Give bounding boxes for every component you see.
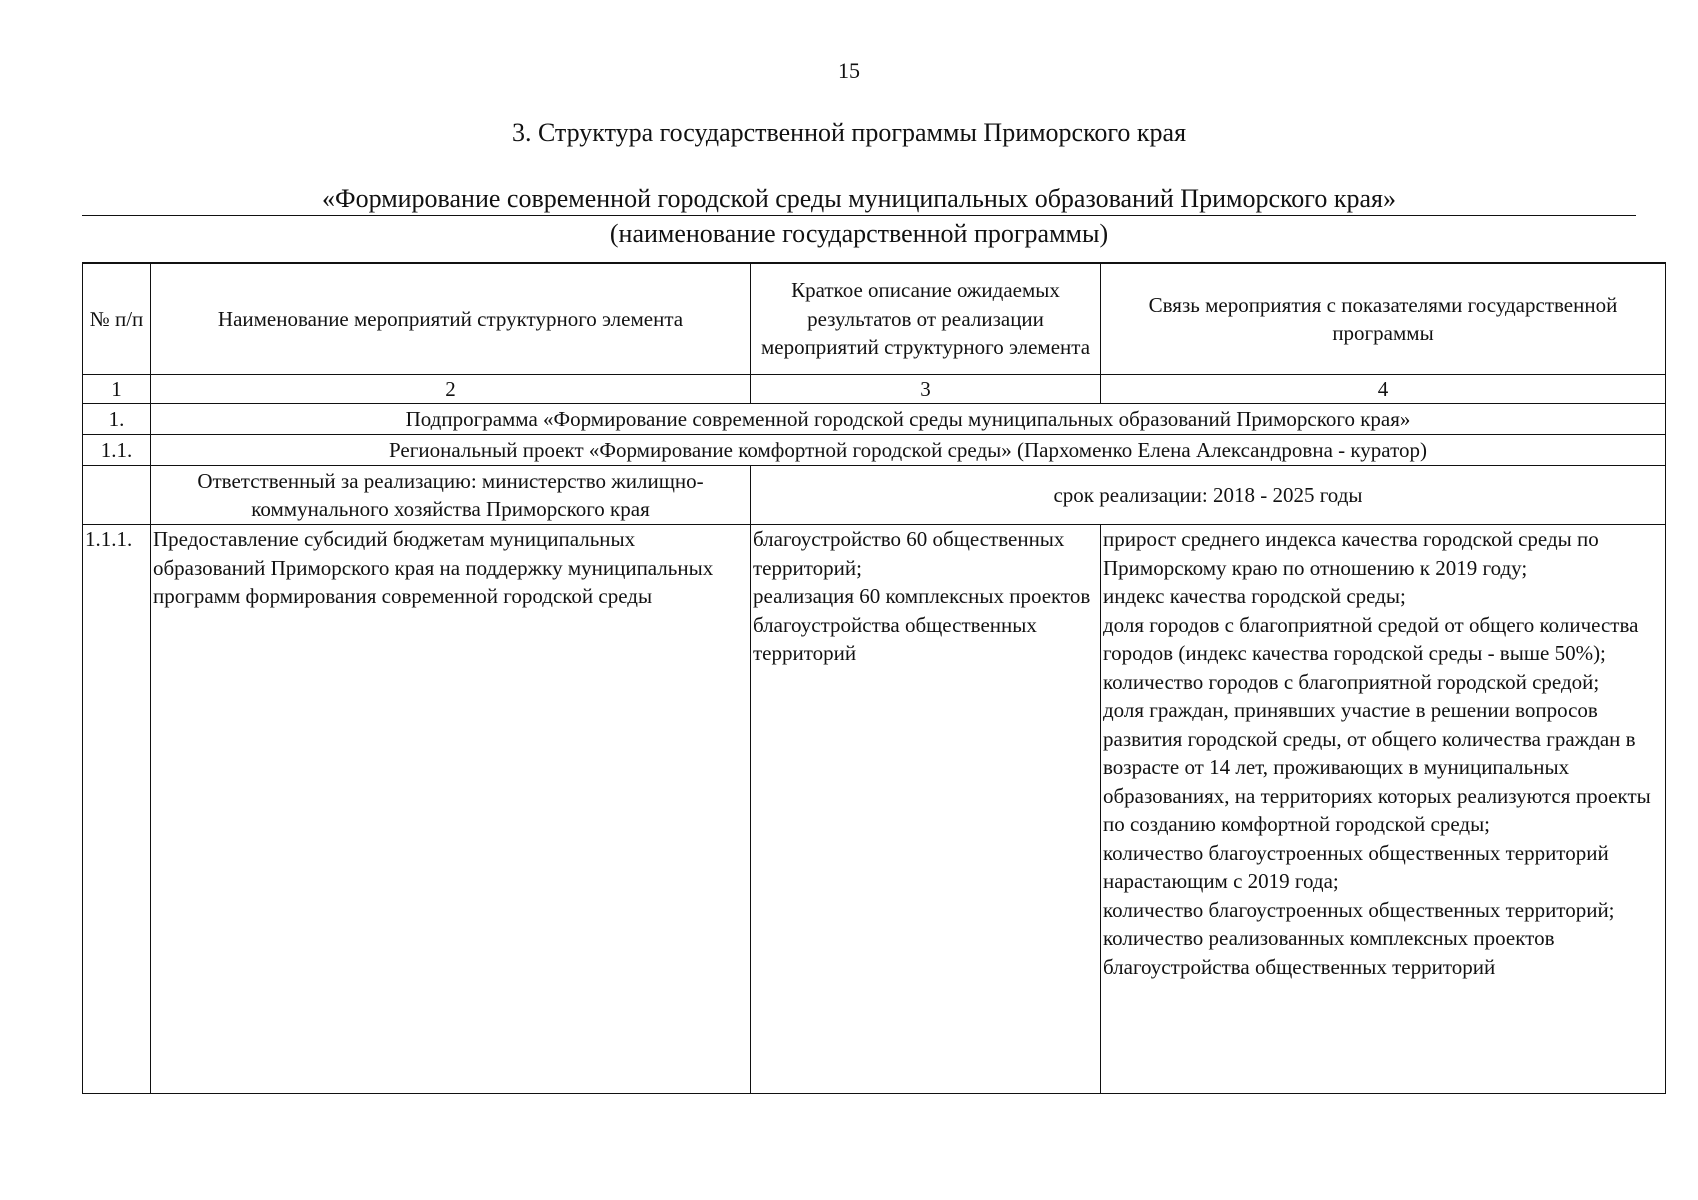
responsible-num-empty	[83, 466, 151, 525]
header-result: Краткое описание ожидаемых результатов от реализации мероприятий структурного элемента	[751, 263, 1101, 375]
column-number: 2	[151, 375, 751, 404]
column-number: 1	[83, 375, 151, 404]
measure-name: Предоставление субсидий бюджетам муниципальных образований Приморского края на поддержку муниципальных программ формирования современной городской среды	[151, 525, 751, 1094]
subprogram-row	[83, 404, 1666, 435]
column-number-row	[83, 375, 1666, 404]
measure-result: благоустройство 60 общественных территорий; реализация 60 комплексных проектов благоустройства общественных территорий	[751, 525, 1101, 1094]
project-num: 1.1.	[83, 435, 151, 466]
program-structure-table	[82, 262, 1666, 1094]
header-link: Связь мероприятия с показателями государственной программы	[1101, 263, 1666, 375]
header-num: № п/п	[83, 263, 151, 375]
implementation-period: срок реализации: 2018 - 2025 годы	[751, 466, 1666, 525]
column-number: 3	[751, 375, 1101, 404]
subprogram-title: Подпрограмма «Формирование современной городской среды муниципальных образований Приморского края»	[151, 404, 1666, 435]
program-name: «Формирование современной городской среды муниципальных образований Приморского края»	[82, 183, 1636, 216]
page-number: 15	[838, 58, 860, 83]
measure-indicators: прирост среднего индекса качества городской среды по Приморскому краю по отношению к 2019 году; индекс качества городской среды; доля городов с благоприятной средой от общего количества городов (индекс качества городской среды - выше 50%); количество городов с благоприятной городской средой; доля граждан, принявших участие в решении вопросов развития городской среды, от общего количества граждан в возрасте от 14 лет, проживающих в муниципальных образованиях, на территориях которых реализуются проекты по созданию комфортной городской среды; количество благоустроенных общественных территорий нарастающим с 2019 года; количество благоустроенных общественных территорий; количество реализованных комплексных проектов благоустройства общественных территорий	[1101, 525, 1666, 1094]
measure-row	[83, 525, 1666, 1094]
responsible-row	[83, 466, 1666, 525]
measure-num: 1.1.1.	[83, 525, 151, 1094]
responsible-party: Ответственный за реализацию: министерство жилищно-коммунального хозяйства Приморского края	[151, 466, 751, 525]
table-header-row	[83, 263, 1666, 375]
project-row	[83, 435, 1666, 466]
header-name: Наименование мероприятий структурного элемента	[151, 263, 751, 375]
project-title: Региональный проект «Формирование комфортной городской среды» (Пархоменко Елена Александровна - куратор)	[151, 435, 1666, 466]
subprogram-num: 1.	[83, 404, 151, 435]
document-title: 3. Структура государственной программы Приморского края	[511, 118, 1187, 147]
column-number: 4	[1101, 375, 1666, 404]
program-name-caption: (наименование государственной программы)	[609, 219, 1109, 248]
